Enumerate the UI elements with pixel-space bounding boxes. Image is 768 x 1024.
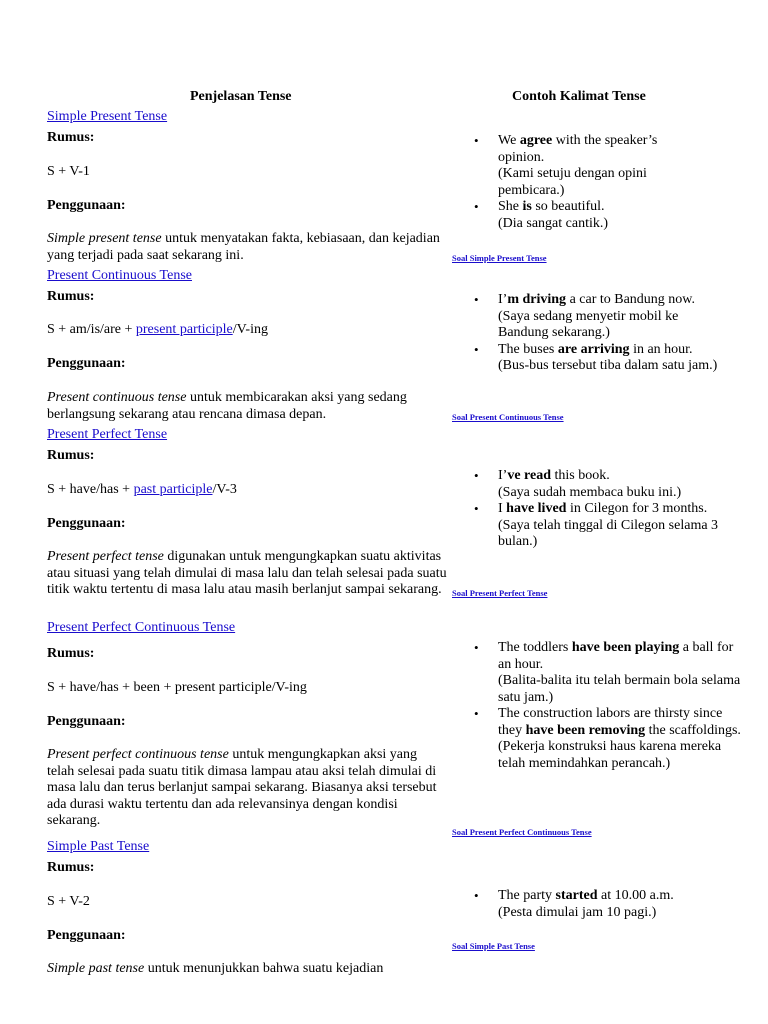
- formula-suffix: /V-ing: [232, 322, 268, 337]
- present-participle-link[interactable]: present participle: [135, 322, 233, 337]
- present-perfect-usage: [47, 549, 447, 599]
- usage-text: untuk menyatakan fakta, kebiasaan, dan kejadian yang terjadi pada saat sekarang ini.: [47, 231, 440, 263]
- soal-simple-past-link[interactable]: Soal Simple Past Tense: [452, 941, 535, 951]
- simple-present-examples: [452, 133, 702, 232]
- simple-present-penggunaan-label: Penggunaan:: [47, 198, 126, 213]
- simple-present-link[interactable]: Simple Present Tense: [47, 109, 168, 124]
- usage-term: Present continuous tense: [47, 390, 187, 405]
- usage-term: Present perfect continuous tense: [47, 747, 229, 762]
- simple-past-rumus-label: Rumus:: [47, 860, 95, 875]
- example-translation: (Saya sedang menyetir mobil ke Bandung sekarang.): [498, 308, 679, 340]
- left-column-header: Penjelasan Tense: [190, 89, 292, 104]
- example-item: • I’m driving a car to Bandung now. (Saya sedang menyetir mobil ke Bandung sekarang.): [452, 292, 732, 342]
- example-translation: (Bus-bus tersebut tiba dalam satu jam.): [498, 358, 718, 373]
- present-perfect-formula: [47, 482, 237, 499]
- soal-present-perfect-continuous-link[interactable]: Soal Present Perfect Continuous Tense: [452, 827, 592, 837]
- formula-prefix: S + have/has +: [47, 482, 134, 497]
- example-translation: (Pekerja konstruksi haus karena mereka telah memindahkan perancah.): [498, 739, 722, 771]
- present-perfect-continuous-rumus-label: Rumus:: [47, 646, 95, 661]
- example-item: • The construction labors are thirsty since they have been removing the scaffoldings. (Pekerja konstruksi haus karena mereka telah memindahkan perancah.): [452, 706, 742, 772]
- simple-past-penggunaan-label: Penggunaan:: [47, 928, 126, 943]
- usage-term: Simple present tense: [47, 231, 162, 246]
- present-perfect-penggunaan-label: Penggunaan:: [47, 516, 126, 531]
- example-item: • The toddlers have been playing a ball for an hour. (Balita-balita itu telah bermain bola selama satu jam.): [452, 640, 742, 706]
- example-translation: (Dia sangat cantik.): [498, 215, 609, 231]
- simple-past-link[interactable]: Simple Past Tense: [47, 839, 150, 854]
- usage-text: untuk menunjukkan bahwa suatu kejadian: [144, 961, 384, 976]
- example-translation: (Saya telah tinggal di Cilegon selama 3 bulan.): [498, 517, 719, 549]
- example-item: • The buses are arriving in an hour. (Bus-bus tersebut tiba dalam satu jam.): [452, 342, 732, 375]
- formula-suffix: /V-3: [212, 482, 237, 497]
- present-continuous-penggunaan-label: Penggunaan:: [47, 356, 126, 371]
- example-translation: (Pesta dimulai jam 10 pagi.): [498, 904, 657, 920]
- right-column-header: Contoh Kalimat Tense: [512, 89, 646, 104]
- present-perfect-continuous-penggunaan-label: Penggunaan:: [47, 714, 126, 729]
- usage-text: untuk membicarakan aksi yang sedang berlangsung sekarang atau rencana dimasa depan.: [47, 390, 407, 422]
- present-perfect-continuous-formula: S + have/has + been + present participle/V-ing: [47, 680, 307, 695]
- simple-present-usage: [47, 231, 447, 264]
- example-item: • She is so beautiful. (Dia sangat cantik.): [452, 199, 702, 232]
- past-participle-link[interactable]: past participle: [133, 482, 213, 497]
- present-continuous-link[interactable]: Present Continuous Tense: [47, 268, 192, 283]
- soal-present-continuous-link[interactable]: Soal Present Continuous Tense: [452, 412, 564, 422]
- simple-past-examples: [452, 888, 732, 921]
- soal-simple-present-link[interactable]: Soal Simple Present Tense: [452, 253, 547, 263]
- present-perfect-continuous-examples: [452, 640, 742, 772]
- soal-present-perfect-link[interactable]: Soal Present Perfect Tense: [452, 588, 548, 598]
- example-item: • We agree with the speaker’s opinion. (Kami setuju dengan opini pembicara.): [452, 133, 702, 199]
- present-continuous-formula: [47, 322, 268, 339]
- example-item: • I have lived in Cilegon for 3 months. (Saya telah tinggal di Cilegon selama 3 bulan.): [452, 501, 722, 551]
- present-continuous-usage: [47, 390, 447, 423]
- present-perfect-continuous-usage: [47, 747, 447, 830]
- usage-text: untuk mengungkapkan aksi yang telah selesai pada suatu titik dimasa lampau atau aksi telah dimulai di masa lalu dan terus berlanjut sampai sekarang. Biasanya aksi tersebut ada durasi waktu tertentu dan ada relevansinya dengan kondisi sekarang.: [47, 747, 437, 828]
- simple-past-usage: [47, 961, 447, 978]
- simple-past-formula: S + V-2: [47, 894, 90, 909]
- usage-text: digunakan untuk mengungkapkan suatu aktivitas atau situasi yang telah dimulai di masa lalu dan telah selesai pada suatu titik waktu tertentu di masa lalu atau masih berlanjut sampai sekarang.: [47, 549, 447, 597]
- usage-term: Present perfect tense: [47, 549, 164, 564]
- present-continuous-rumus-label: Rumus:: [47, 289, 95, 304]
- example-item: • I’ve read this book. (Saya sudah membaca buku ini.): [452, 468, 722, 501]
- usage-term: Simple past tense: [47, 961, 145, 976]
- present-perfect-examples: [452, 468, 722, 551]
- example-translation: (Balita-balita itu telah bermain bola selama satu jam.): [498, 673, 741, 705]
- present-perfect-link[interactable]: Present Perfect Tense: [47, 427, 168, 442]
- example-item: • The party started at 10.00 a.m. (Pesta dimulai jam 10 pagi.): [452, 888, 732, 921]
- simple-present-rumus-label: Rumus:: [47, 130, 95, 145]
- simple-present-formula: S + V-1: [47, 164, 90, 179]
- present-perfect-continuous-link[interactable]: Present Perfect Continuous Tense: [47, 620, 236, 635]
- example-translation: (Saya sudah membaca buku ini.): [498, 484, 682, 500]
- example-translation: (Kami setuju dengan opini pembicara.): [498, 166, 647, 198]
- present-continuous-examples: [452, 292, 732, 375]
- formula-prefix: S + am/is/are +: [47, 322, 136, 337]
- present-perfect-rumus-label: Rumus:: [47, 448, 95, 463]
